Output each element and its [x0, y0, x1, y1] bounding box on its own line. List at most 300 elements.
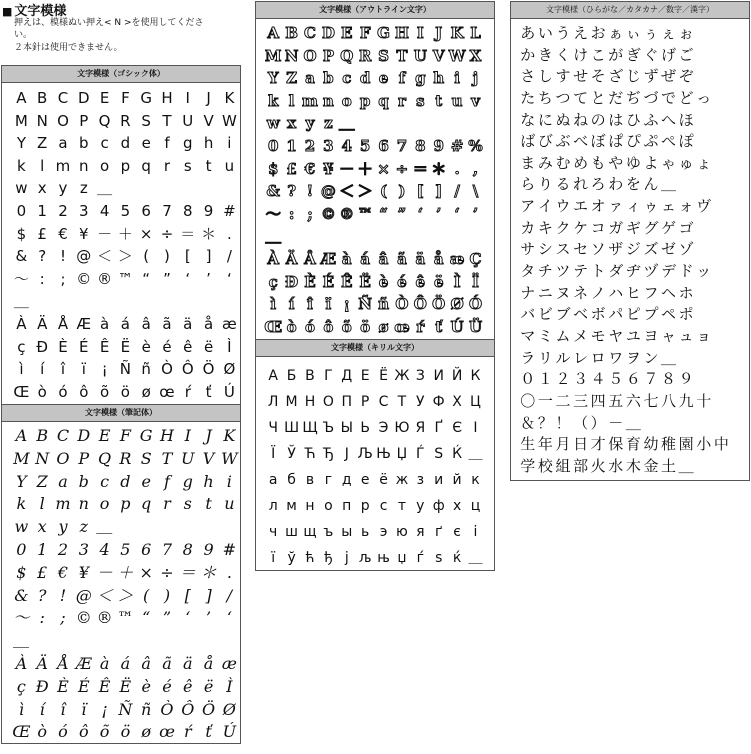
glyph: ハ [608, 283, 624, 302]
glyph-row [11, 539, 240, 562]
glyph-row [264, 492, 494, 518]
glyph: € [304, 159, 316, 178]
glyph: k [16, 494, 27, 514]
glyph: ю [396, 524, 408, 540]
glyph: Z [286, 69, 298, 88]
glyph: S [140, 448, 152, 468]
glyph [240, 313, 241, 336]
glyph [240, 448, 241, 471]
glyph: 6 [141, 201, 151, 220]
glyph: く [555, 45, 571, 64]
glyph: テ [573, 262, 589, 281]
glyph: ; [60, 269, 66, 288]
glyph: ё [379, 472, 388, 488]
glyph: Æ [320, 249, 337, 268]
glyph-row [264, 67, 494, 90]
glyph: ぱ [608, 132, 624, 151]
glyph: あ [520, 24, 536, 42]
glyph: ç [16, 676, 26, 696]
glyph: ¡ [101, 360, 108, 379]
glyph: ＞ [117, 247, 133, 266]
glyph: 五 [608, 391, 624, 410]
glyph-row [11, 87, 240, 110]
glyph: a [58, 471, 68, 491]
glyph-row [11, 313, 240, 336]
glyph: £ [37, 562, 48, 582]
glyph: ф [432, 498, 445, 514]
glyph: ゃ [661, 153, 677, 172]
glyph: ギ [625, 218, 641, 237]
glyph: e [378, 69, 389, 88]
glyph: k [267, 91, 279, 110]
glyph: ＜ [97, 247, 113, 266]
glyph: È [57, 676, 69, 696]
glyph-row [264, 180, 494, 203]
glyph: が [608, 45, 624, 64]
glyph-row [264, 293, 494, 316]
glyph: ご [678, 45, 694, 64]
glyph: 3 [323, 136, 334, 155]
glyph: ベ [573, 305, 589, 324]
glyph: 3 [79, 201, 89, 220]
glyph: 6 [141, 539, 152, 559]
glyph: ６ [625, 370, 641, 389]
glyph: ぃ [625, 24, 641, 42]
glyph: 2 [58, 201, 68, 220]
glyph: Ô [181, 360, 194, 379]
glyph: й [452, 472, 462, 488]
glyph: さ [520, 67, 536, 86]
glyph-row [519, 260, 749, 282]
glyph-row [11, 223, 240, 246]
glyph: Ц [470, 394, 481, 410]
glyph: s [416, 91, 425, 110]
glyph: C [56, 426, 70, 445]
glyph: ＊ [201, 224, 217, 243]
glyph: ь [361, 524, 370, 540]
glyph: ¥ [79, 224, 89, 243]
glyph: き [537, 45, 553, 64]
glyph: N [35, 448, 50, 468]
glyph-row [264, 248, 494, 271]
glyph: ぺ [661, 132, 677, 151]
glyph: ぼ [590, 132, 606, 151]
glyph: Ç [469, 249, 482, 268]
glyph: h [203, 134, 214, 153]
panel-title: 文字模様（アウトライン文字） [256, 2, 494, 19]
glyph: t [205, 494, 212, 514]
glyph: æ [222, 314, 237, 333]
glyph: І [473, 420, 478, 436]
glyph: à [99, 653, 110, 673]
glyph: ‘ [226, 269, 232, 288]
glyph: ” [397, 204, 407, 223]
glyph: ’ [206, 608, 212, 628]
glyph: ＿ [265, 227, 281, 246]
glyph: じ [625, 67, 641, 86]
glyph: ゴ [678, 218, 694, 237]
glyph: レ [573, 348, 589, 367]
glyph: i [226, 471, 232, 491]
glyph: b [78, 471, 89, 491]
glyph: ＊ [200, 562, 217, 582]
glyph: u [224, 494, 235, 514]
glyph: ス [555, 240, 571, 259]
glyph: Ì [226, 676, 233, 696]
glyph: 小 [696, 435, 712, 454]
glyph: ť [435, 317, 443, 336]
glyph: ペ [661, 305, 677, 324]
glyph: h [433, 69, 445, 88]
glyph-row [264, 271, 494, 294]
glyph: ¡ [101, 699, 108, 719]
glyph: í [288, 295, 295, 314]
title-bullet: ■ [2, 5, 13, 18]
glyph: # [222, 539, 237, 559]
glyph: ヨ [643, 326, 659, 345]
glyph: ゥ [643, 197, 659, 216]
glyph: 2 [304, 136, 316, 155]
glyph: ” [162, 608, 172, 628]
glyph: s [183, 494, 192, 514]
glyph: 部 [573, 456, 589, 475]
glyph: ひ [625, 110, 641, 129]
glyph: ť [205, 722, 212, 742]
glyph: Ô [181, 699, 195, 719]
glyph: ＿ [678, 456, 694, 475]
glyph: る [555, 175, 571, 194]
glyph: １ [537, 370, 553, 389]
glyph [240, 381, 241, 404]
glyph: $ [16, 562, 27, 582]
glyph: ＋ [117, 224, 133, 243]
glyph: [ [184, 247, 191, 266]
glyph: f [164, 471, 170, 491]
glyph: や [608, 153, 624, 172]
glyph: F [359, 24, 371, 42]
glyph-row [11, 607, 240, 630]
glyph: 学 [520, 456, 536, 475]
glyph: ＜ [96, 585, 113, 605]
glyph: す [555, 67, 571, 86]
note-line: ２本針は使用できません。 [14, 43, 123, 53]
glyph [240, 585, 241, 608]
glyph: ћ [305, 550, 315, 566]
glyph: К [470, 368, 481, 384]
glyph: ） [590, 413, 606, 432]
glyph: ＝ [412, 159, 428, 178]
glyph: S [141, 111, 151, 130]
glyph: Ѕ [434, 446, 444, 462]
glyph-row [11, 653, 240, 676]
glyph: & [15, 247, 28, 266]
glyph: Ј [344, 446, 349, 462]
glyph: Ð [285, 272, 299, 291]
glyph: ø [141, 722, 151, 742]
glyph: ヅ [643, 262, 659, 281]
glyph: Ä [36, 653, 48, 673]
glyph: & [14, 585, 29, 605]
glyph: â [141, 314, 151, 333]
glyph: л [268, 498, 278, 514]
glyph: Ö [432, 295, 446, 314]
glyph: せ [573, 67, 589, 86]
glyph: ; [60, 608, 66, 628]
glyph: n [78, 494, 89, 514]
glyph: ま [520, 153, 536, 172]
glyph: ワ [608, 348, 624, 367]
glyph: џ [397, 550, 407, 566]
glyph: é [397, 272, 407, 291]
glyph: # [223, 201, 236, 220]
glyph: À [267, 249, 280, 268]
glyph: ж [395, 472, 409, 488]
glyph: わ [608, 175, 624, 194]
glyph: ゼ [661, 240, 677, 259]
glyph: Ø [222, 699, 236, 719]
glyph: ＿ [13, 292, 29, 311]
glyph: Ñ [358, 295, 372, 314]
glyph: 月 [555, 435, 571, 454]
glyph: A [16, 89, 27, 107]
glyph: о [324, 498, 333, 514]
glyph: 7 [161, 539, 173, 559]
glyph-row [519, 130, 749, 152]
glyph [240, 607, 241, 630]
glyph: ô [79, 382, 89, 401]
glyph: 7 [162, 201, 172, 220]
glyph: ロ [590, 348, 606, 367]
glyph-row [11, 699, 240, 722]
glyph: R [358, 46, 372, 65]
glyph [240, 699, 241, 722]
glyph: ã [397, 249, 407, 268]
glyph: ã [162, 653, 172, 673]
glyph: ル [555, 348, 571, 367]
glyph: Ђ [322, 446, 334, 462]
glyph: P [78, 448, 90, 468]
glyph: M [14, 111, 28, 130]
glyph: ê [415, 272, 426, 291]
glyph: r [397, 91, 406, 110]
glyph: ; [307, 204, 313, 223]
glyph: V [432, 46, 445, 65]
glyph: に [537, 110, 553, 129]
glyph: d [359, 69, 371, 88]
glyph: ？ [537, 413, 553, 432]
glyph-row [264, 22, 494, 45]
glyph: ッ [696, 262, 712, 281]
glyph [240, 132, 241, 155]
glyph-row [264, 203, 494, 226]
glyph: ® [97, 269, 113, 288]
glyph: ソ [590, 240, 606, 259]
glyph: 8 [183, 201, 193, 220]
glyph-row [264, 362, 494, 388]
glyph: l [40, 156, 45, 175]
glyph: h [203, 471, 214, 491]
glyph-row [264, 518, 494, 544]
glyph: エ [573, 197, 589, 216]
glyph: ゅ [678, 153, 694, 172]
glyph: ò [37, 722, 48, 742]
panel-script [1, 404, 241, 744]
glyph: B [285, 24, 298, 42]
glyph-row [519, 217, 749, 239]
glyph-row [519, 173, 749, 195]
glyph: ÷ [395, 159, 409, 178]
glyph: ＿ [625, 413, 641, 432]
glyph: % [468, 136, 483, 155]
glyph-row [519, 109, 749, 131]
glyph: び [537, 132, 553, 151]
glyph: モ [590, 326, 606, 345]
glyph: ) [163, 585, 171, 605]
glyph: パ [608, 305, 624, 324]
glyph: Ê [98, 676, 111, 696]
glyph: 才 [590, 435, 606, 454]
glyph: ] [205, 247, 212, 266]
glyph: В [305, 368, 315, 384]
glyph: ぽ [678, 132, 694, 151]
glyph: ～ [13, 608, 30, 628]
glyph: £ [37, 224, 47, 243]
glyph-row [11, 562, 240, 585]
glyph: マ [520, 326, 536, 345]
glyph: a [58, 134, 68, 153]
glyph: バ [520, 305, 536, 324]
glyph-row [519, 238, 749, 260]
glyph: ø [378, 317, 389, 336]
glyph: т [397, 498, 406, 514]
glyph: ò [37, 382, 47, 401]
glyph: Ë [119, 676, 132, 696]
glyph: 1 [286, 136, 297, 155]
glyph: с [379, 498, 388, 514]
glyph: U [181, 448, 195, 468]
glyph: С [378, 394, 389, 410]
glyph: Y [267, 69, 279, 88]
glyph-row [519, 44, 749, 66]
glyph: も [590, 153, 606, 172]
glyph: ä [183, 314, 193, 333]
glyph: w [266, 114, 280, 133]
glyph: ï [325, 295, 332, 314]
glyph: ŕ [184, 382, 191, 401]
glyph: 水 [608, 456, 624, 475]
glyph: ２ [555, 370, 571, 389]
glyph: Ð [36, 337, 48, 356]
glyph: р [360, 498, 370, 514]
glyph: c [100, 134, 109, 153]
glyph: だ [608, 88, 624, 107]
glyph: z [324, 114, 333, 133]
glyph-row [264, 112, 494, 135]
glyph: @ [76, 247, 92, 266]
glyph: 二 [555, 391, 571, 410]
glyph: Й [451, 368, 463, 384]
glyph: i [454, 69, 460, 88]
glyph: ? [287, 182, 296, 201]
glyph: p [120, 494, 131, 514]
glyph-row [11, 245, 240, 268]
glyph: ０ [520, 370, 536, 389]
panel-title: 文字模様（ひらがな／カタカナ／数字／漢字） [511, 2, 749, 19]
glyph: Ò [161, 360, 173, 379]
glyph: ト [590, 262, 606, 281]
glyph: î [60, 699, 66, 719]
glyph: Y [16, 134, 26, 153]
glyph: ! [306, 182, 314, 201]
glyph-row [519, 390, 749, 412]
glyph: Я [415, 420, 426, 436]
glyph: へ [661, 110, 677, 129]
glyph: É [322, 272, 335, 291]
glyph: ヘ [661, 283, 677, 302]
glyph: ( [143, 247, 150, 266]
glyph: å [203, 653, 214, 673]
glyph: ч [269, 524, 278, 540]
glyph: Г [324, 368, 333, 384]
glyph: ë [203, 337, 214, 356]
glyph: и [434, 472, 444, 488]
glyph: Є [452, 420, 462, 436]
glyph: Ú [222, 722, 237, 742]
glyph: づ [643, 88, 659, 107]
glyph: ï [81, 699, 87, 719]
glyph [240, 200, 241, 223]
glyph: Å [57, 314, 69, 333]
glyph: め [573, 153, 589, 172]
glyph: æ [449, 249, 465, 268]
glyph: T [162, 111, 172, 130]
glyph: ’ [206, 269, 211, 288]
glyph [240, 110, 241, 133]
glyph: д [341, 472, 352, 488]
panel-title: 文字模様（ゴシック体） [2, 66, 240, 83]
glyph: u [224, 156, 235, 175]
glyph: む [555, 153, 571, 172]
glyph: ＿ [13, 631, 30, 651]
glyph-row [519, 303, 749, 325]
glyph: r [163, 156, 171, 175]
glyph: 金 [643, 456, 659, 475]
glyph: î [60, 360, 66, 379]
glyph: ャ [661, 326, 677, 345]
glyph-row [11, 721, 240, 744]
glyph: ò [286, 317, 297, 336]
glyph: Ø [223, 360, 236, 379]
glyph-row [519, 412, 749, 434]
glyph: É [79, 337, 89, 356]
glyph: ø [141, 382, 151, 401]
glyph: ì [18, 699, 24, 719]
glyph-row [11, 200, 240, 223]
glyph: o [341, 91, 352, 110]
glyph: y [58, 179, 68, 198]
glyph: Ô [413, 295, 427, 314]
glyph: の [590, 110, 606, 129]
glyph: オ [590, 197, 606, 216]
glyph: x [37, 517, 47, 537]
glyph: C [57, 89, 69, 107]
glyph: p [359, 91, 371, 110]
glyph: / [226, 247, 232, 266]
glyph: ì [19, 360, 24, 379]
glyph: ŕ [416, 317, 425, 336]
glyph: m [55, 156, 71, 175]
glyph: ї [271, 550, 276, 566]
